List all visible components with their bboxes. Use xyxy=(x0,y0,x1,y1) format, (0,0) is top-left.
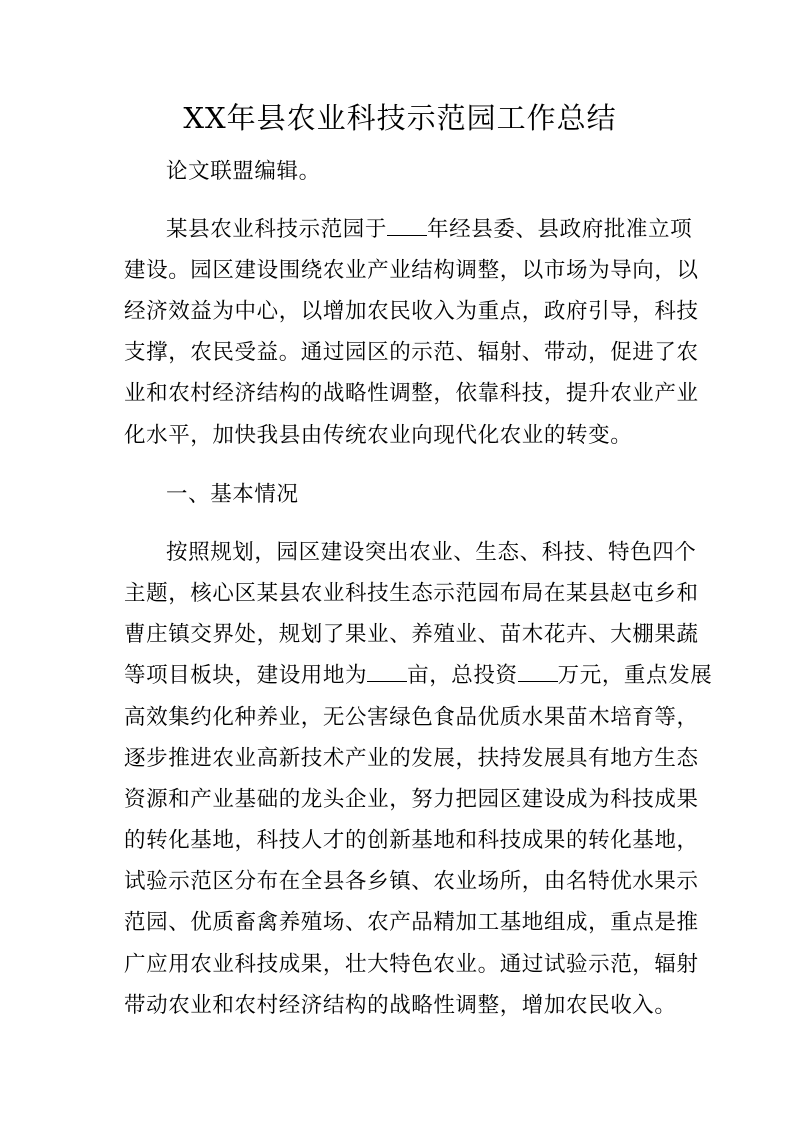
section1-line-12: 带动农业和农村经济结构的战略性调整，增加农民收入。 xyxy=(124,993,677,1018)
section1-line-1: 按照规划，园区建设突出农业、生态、科技、特色四个 xyxy=(166,540,697,565)
section1-line-7: 资源和产业基础的龙头企业，努力把园区建设成为科技成果 xyxy=(124,787,699,812)
intro-line-5: 业和农村经济结构的战略性调整，依靠科技，提升农业产业 xyxy=(124,381,699,406)
intro-line-1-end: 年经县委、县政府批准立项 xyxy=(427,217,693,242)
section1-line-4-b: 亩，总投资 xyxy=(407,663,518,688)
section1-line-4 xyxy=(124,661,713,691)
intro-line-3: 经济效益为中心，以增加农民收入为重点，政府引导，科技 xyxy=(124,299,699,324)
intro-line-4: 支撑，农民受益。通过园区的示范、辐射、带动，促进了农 xyxy=(124,340,699,365)
investment-blank xyxy=(518,663,558,682)
intro-line-6: 化水平，加快我县由传统农业向现代化农业的转变。 xyxy=(124,423,633,448)
section1-line-4-c: 万元，重点发展 xyxy=(557,663,713,688)
section1-line-8: 的转化基地，科技人才的创新基地和科技成果的转化基地， xyxy=(124,828,699,853)
section1-line-11: 广应用农业科技成果，壮大特色农业。通过试验示范，辐射 xyxy=(124,952,699,977)
section-heading-basic: 一、基本情况 xyxy=(166,482,299,507)
section1-line-3: 曹庄镇交界处，规划了果业、养殖业、苗木花卉、大棚果蔬 xyxy=(124,622,699,647)
intro-line-1 xyxy=(166,215,726,245)
section1-line-5: 高效集约化种养业，无公害绿色食品优质水果苗木培育等， xyxy=(124,705,699,730)
area-blank xyxy=(367,663,407,682)
byline: 论文联盟编辑。 xyxy=(166,159,321,184)
section1-line-4-a: 等项目板块，建设用地为 xyxy=(124,663,368,688)
section1-line-10: 范园、优质畜禽养殖场、农产品精加工基地组成，重点是推 xyxy=(124,910,699,935)
year-blank xyxy=(387,217,427,236)
section1-line-6: 逐步推进农业高新技术产业的发展，扶持发展具有地方生态 xyxy=(124,746,699,771)
intro-line-1-start: 某县农业科技示范园于 xyxy=(166,217,388,242)
intro-line-2: 建设。园区建设围绕农业产业结构调整，以市场为导向，以 xyxy=(124,258,699,283)
document-title: XX年县农业科技示范园工作总结 xyxy=(183,101,617,135)
section1-line-9: 试验示范区分布在全县各乡镇、农业场所，由名特优水果示 xyxy=(124,869,699,894)
section1-line-2: 主题，核心区某县农业科技生态示范园布局在某县赵屯乡和 xyxy=(124,581,699,606)
